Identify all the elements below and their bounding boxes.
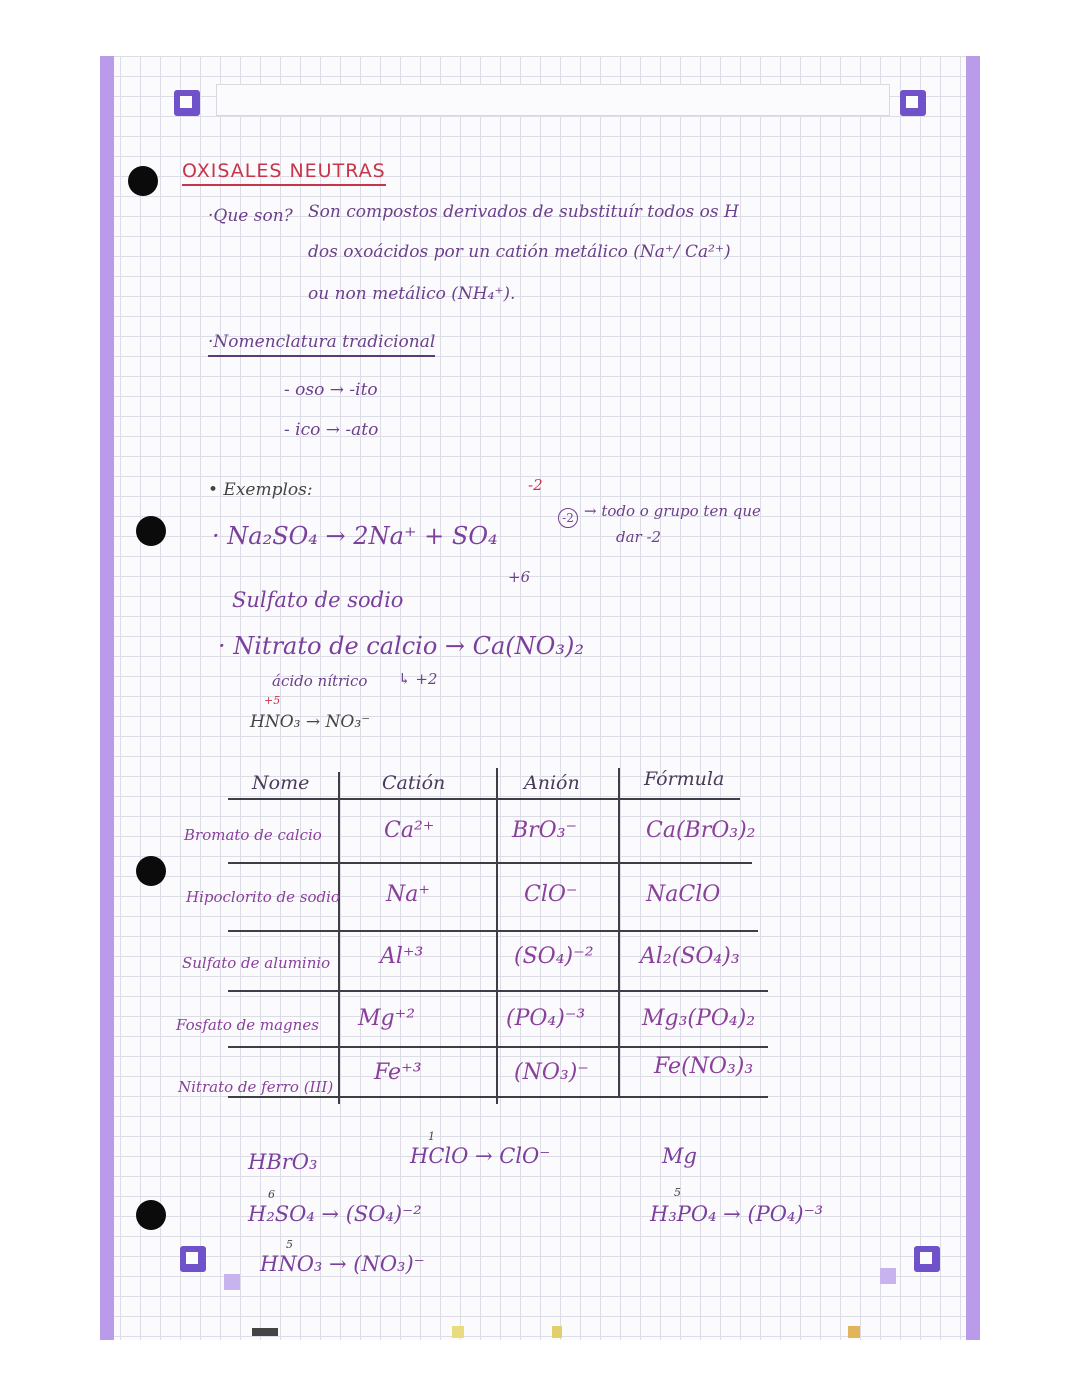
- table-cell-anion: (SO₄)⁻²: [514, 944, 594, 969]
- table-cell-formula: Ca(BrO₃)₂: [646, 818, 756, 843]
- note-hbro3: HBrO₃: [248, 1150, 318, 1174]
- table-row-rule: [228, 990, 768, 992]
- table-cell-name: Bromato de calcio: [184, 826, 322, 844]
- note-line-1: → todo o grupo ten que: [584, 502, 761, 520]
- equation-sulfate: · Na₂SO₄ → 2Na⁺ + SO₄: [212, 522, 498, 550]
- table-column-rule: [338, 772, 340, 1104]
- note-hno3-oxidation: 5: [286, 1238, 293, 1251]
- equation-nitrate: · Nitrato de calcio → Ca(NO₃)₂: [218, 632, 584, 660]
- examples-heading: • Exemplos:: [208, 480, 313, 500]
- strip-mark: [452, 1326, 464, 1338]
- note-h2so4-oxidation: 6: [268, 1188, 275, 1201]
- table-header-rule: [228, 798, 740, 800]
- charge-top: -2: [528, 476, 543, 494]
- nomenclature-rule-1: - oso → -ito: [284, 380, 378, 400]
- table-column-rule: [618, 768, 620, 1098]
- definition-line-1: Son compostos derivados de substituír todos os H: [308, 202, 739, 222]
- hno3-oxidation: +5: [264, 694, 281, 707]
- charge-note: ↳ +2: [398, 670, 438, 688]
- table-cell-name: Fosfato de magnes: [176, 1016, 319, 1034]
- header-box: [216, 84, 890, 116]
- left-margin-band: [100, 56, 114, 1340]
- nomenclature-rule-2: - ico → -ato: [284, 420, 379, 440]
- table-cell-formula: Mg₃(PO₄)₂: [642, 1006, 756, 1031]
- corner-mark-top-left: [174, 90, 200, 116]
- notebook-page: [100, 56, 980, 1340]
- table-column-rule: [496, 768, 498, 1104]
- circled-charge: -2: [558, 508, 578, 528]
- name-sulfate: Sulfato de sodio: [232, 588, 404, 612]
- margin-square-left: [224, 1274, 240, 1290]
- table-header-anion: Anión: [524, 772, 580, 794]
- page-title: OXISALES NEUTRAS: [182, 160, 386, 186]
- table-cell-name: Nitrato de ferro (III): [178, 1078, 334, 1096]
- note-h3po4-oxidation: 5: [674, 1186, 681, 1199]
- note-line-2: dar -2: [616, 528, 662, 546]
- corner-mark-bottom-right: [914, 1246, 940, 1272]
- equation-hno3: HNO₃ → NO₃⁻: [250, 712, 371, 732]
- table-row-rule: [228, 1096, 768, 1098]
- corner-mark-top-right: [900, 90, 926, 116]
- definition-line-3: ou non metálico (NH₄⁺).: [308, 284, 516, 304]
- nomenclature-heading: ·Nomenclatura tradicional: [208, 332, 435, 357]
- acid-label: ácido nítrico: [272, 672, 368, 690]
- definition-line-2: dos oxoácidos por un catión metálico (Na⁺/ Ca²⁺): [308, 242, 731, 262]
- strip-mark: [252, 1328, 278, 1336]
- table-cell-cation: Al⁺³: [380, 944, 424, 969]
- table-header-formula: Fórmula: [644, 768, 725, 790]
- table-cell-formula: Al₂(SO₄)₃: [640, 944, 740, 969]
- table-row-rule: [228, 862, 752, 864]
- note-mg: Mg: [662, 1144, 697, 1168]
- table-cell-cation: Na⁺: [386, 882, 430, 907]
- strip-mark: [848, 1326, 860, 1338]
- margin-square-right: [880, 1268, 896, 1284]
- table-cell-formula: NaClO: [646, 882, 721, 907]
- note-h3po4: H₃PO₄ → (PO₄)⁻³: [650, 1202, 824, 1226]
- note-hno3: HNO₃ → (NO₃)⁻: [260, 1252, 425, 1276]
- note-h2so4: H₂SO₄ → (SO₄)⁻²: [248, 1202, 422, 1226]
- table-cell-cation: Mg⁺²: [358, 1006, 416, 1031]
- table-cell-cation: Fe⁺³: [374, 1060, 422, 1085]
- table-row-rule: [228, 1046, 768, 1048]
- charge-bottom: +6: [508, 568, 531, 586]
- table-header-name: Nome: [252, 772, 310, 794]
- binder-hole: [128, 166, 158, 196]
- table-cell-name: Sulfato de aluminio: [182, 954, 331, 972]
- note-hclo: HClO → ClO⁻: [410, 1144, 551, 1168]
- table-cell-anion: BrO₃⁻: [512, 818, 578, 843]
- table-row-rule: [228, 930, 758, 932]
- table-cell-formula: Fe(NO₃)₃: [654, 1054, 754, 1079]
- page-bottom-strip: [100, 1326, 980, 1340]
- table-cell-name: Hipoclorito de sodio: [186, 888, 340, 906]
- binder-hole: [136, 516, 166, 546]
- table-cell-anion: ClO⁻: [524, 882, 578, 907]
- definition-question: ·Que son?: [208, 206, 293, 226]
- table-cell-anion: (PO₄)⁻³: [506, 1006, 586, 1031]
- table-cell-anion: (NO₃)⁻: [514, 1060, 589, 1085]
- binder-hole: [136, 856, 166, 886]
- table-header-cation: Catión: [382, 772, 446, 794]
- corner-mark-bottom-left: [180, 1246, 206, 1272]
- strip-mark: [552, 1326, 562, 1338]
- right-margin-band: [966, 56, 980, 1340]
- note-hclo-oxidation: 1: [428, 1130, 435, 1143]
- table-cell-cation: Ca²⁺: [384, 818, 435, 843]
- binder-hole: [136, 1200, 166, 1230]
